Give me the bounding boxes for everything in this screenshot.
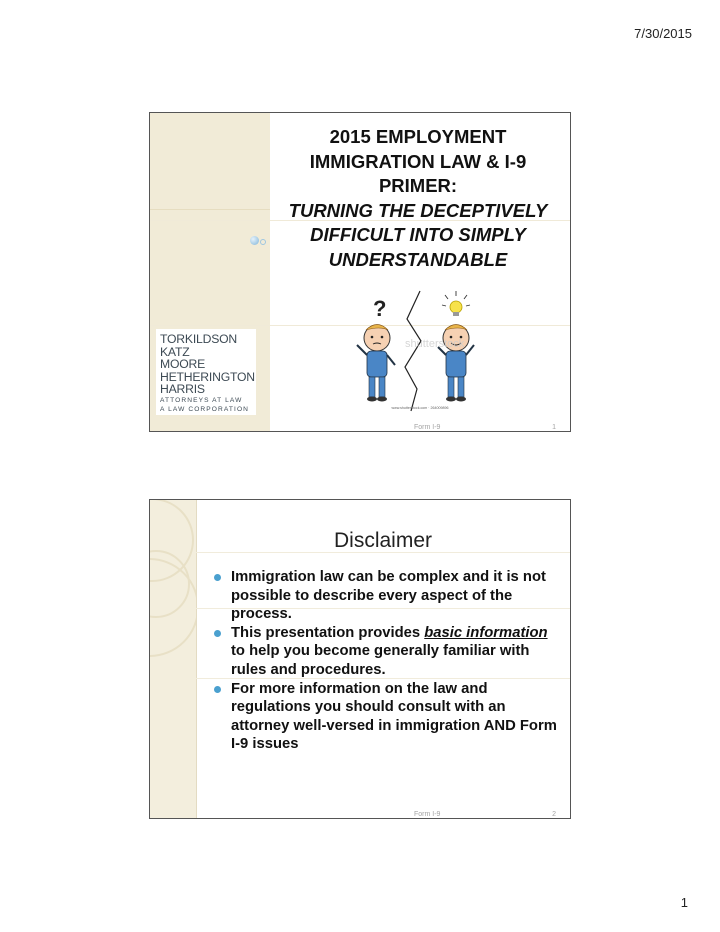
page-number: 1 bbox=[680, 895, 688, 910]
logo-subline: A LAW CORPORATION bbox=[160, 405, 250, 413]
title-line: IMMIGRATION LAW & I-9 bbox=[309, 150, 527, 172]
logo-line: TORKILDSON bbox=[160, 332, 238, 346]
slide-2-sidebar bbox=[150, 500, 197, 818]
slide-1 bbox=[149, 112, 571, 432]
bullet-icon bbox=[214, 574, 221, 581]
image-credit: www.shutterstock.com · 264009896 bbox=[391, 406, 449, 410]
confused-and-idea-illustration bbox=[345, 289, 495, 413]
list-item: For more information on the law and regulations you should consult with an attorney well-versed in immigration AND Form I-9 issues bbox=[212, 680, 562, 754]
lightbulb-icon bbox=[442, 291, 470, 316]
subtitle-line: DIFFICULT INTO SIMPLY bbox=[310, 224, 526, 245]
page-date: 7/30/2015 bbox=[634, 26, 692, 41]
bullet-icon bbox=[214, 686, 221, 693]
subtitle-line: UNDERSTANDABLE bbox=[328, 248, 508, 270]
confused-kid bbox=[357, 325, 395, 402]
list-item: Immigration law can be complex and it is not possible to describe every aspect of the process. bbox=[212, 568, 562, 624]
question-mark-icon: ? bbox=[373, 296, 387, 321]
logo-subline: ATTORNEYS AT LAW bbox=[160, 396, 243, 404]
title-line: PRIMER: bbox=[378, 175, 458, 196]
firm-logo bbox=[156, 329, 256, 415]
logo-line: HETHERINGTON bbox=[160, 369, 255, 384]
logo-line: HARRIS bbox=[160, 382, 205, 397]
slide-2 bbox=[149, 499, 571, 819]
footer-label: Form I-9 bbox=[414, 811, 441, 818]
disclaimer-list bbox=[212, 568, 562, 754]
emphasis-text: basic information bbox=[424, 624, 548, 641]
idea-kid bbox=[438, 325, 474, 402]
slide-2-title: Disclaimer bbox=[333, 529, 432, 552]
bubble-decoration bbox=[260, 239, 266, 245]
slide-number: 1 bbox=[552, 424, 556, 431]
list-item: This presentation provides basic information to help you become generally familiar with rules and procedures. bbox=[212, 624, 562, 680]
logo-line: MOORE bbox=[160, 357, 206, 372]
bullet-icon bbox=[214, 630, 221, 637]
bubble-decoration bbox=[250, 236, 259, 245]
title-line: 2015 EMPLOYMENT bbox=[329, 126, 507, 147]
watermark-text: shutterstock bbox=[405, 338, 465, 350]
slide-1-title bbox=[268, 125, 568, 272]
subtitle-line: TURNING THE DECEPTIVELY bbox=[288, 199, 548, 221]
logo-line: KATZ bbox=[160, 344, 190, 359]
slide-number: 2 bbox=[552, 811, 556, 818]
footer-label: Form I-9 bbox=[414, 424, 441, 431]
